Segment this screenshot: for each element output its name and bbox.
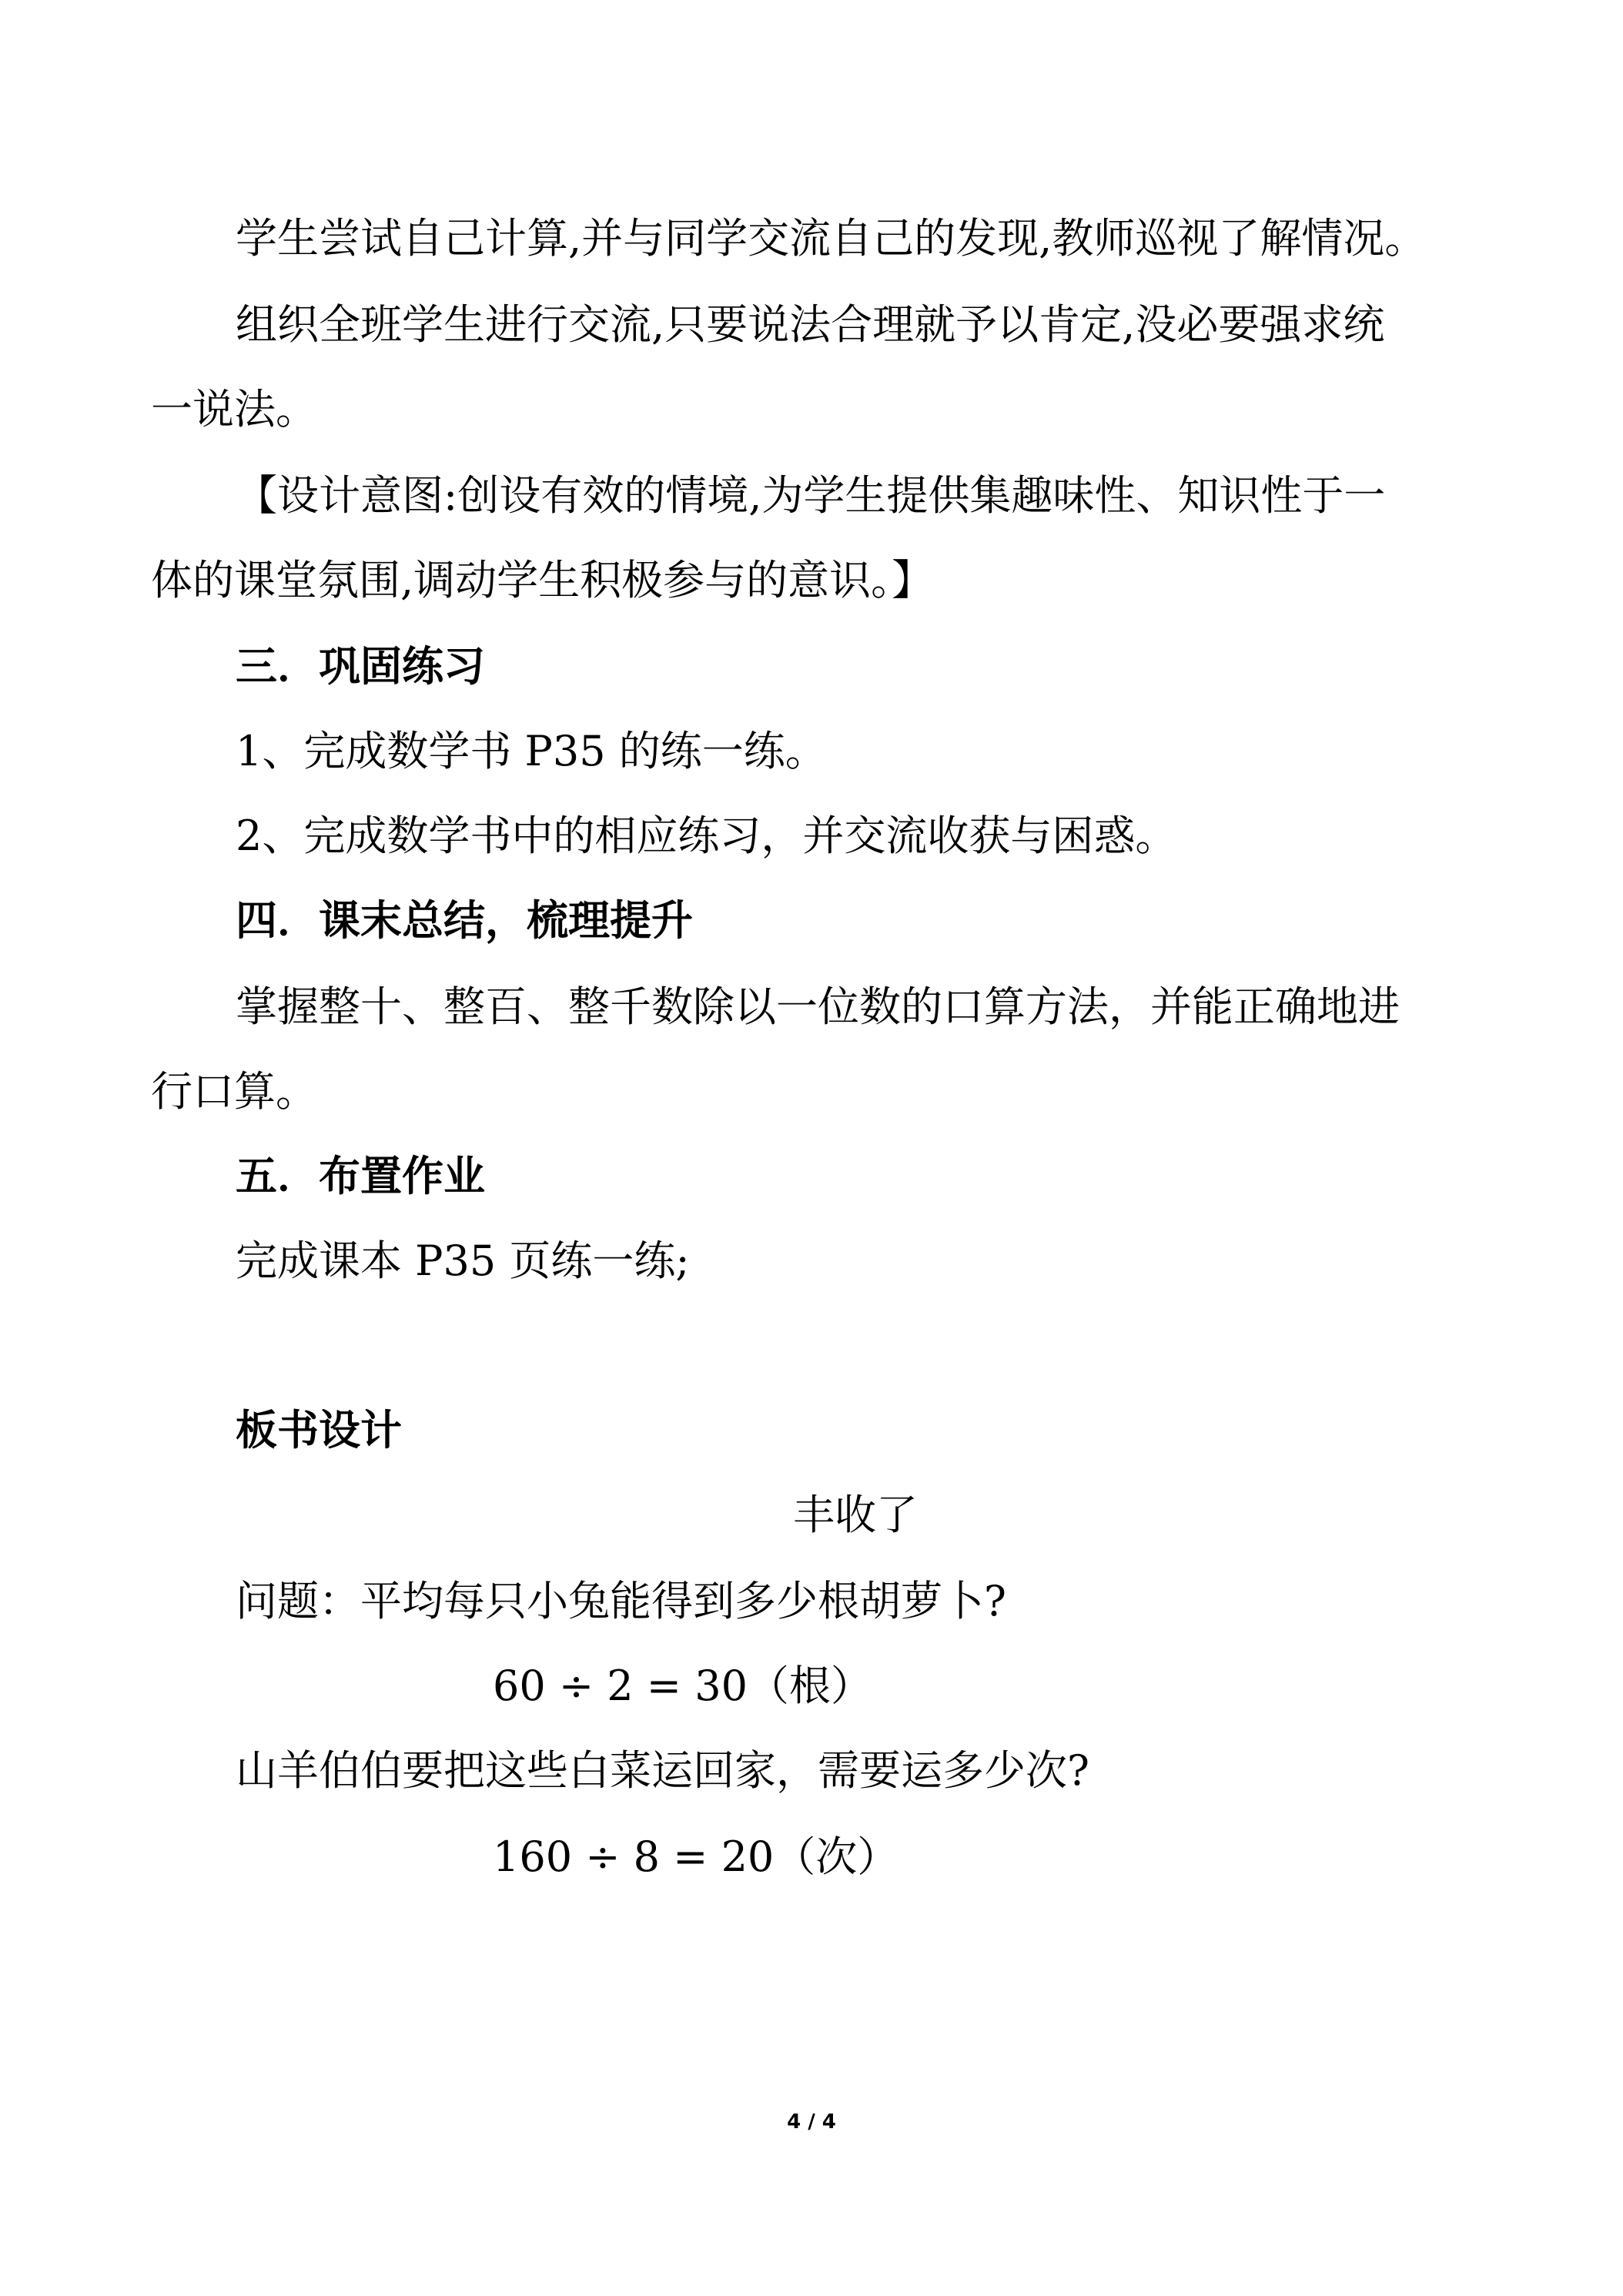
page-number: 4 / 4 [787, 2110, 836, 2134]
section-heading-homework: 五．布置作业 [236, 1152, 485, 1200]
design-intent-line1: 【设计意图:创设有效的情境,为学生提供集趣味性、知识性于一 [236, 471, 1386, 520]
design-intent-line2: 体的课堂氛围,调动学生积极参与的意识。】 [151, 556, 934, 604]
board-title: 丰收了 [793, 1491, 918, 1539]
practice-item-1: 1、完成数学书 P35 的练一练。 [236, 727, 827, 775]
paragraph-class-discuss-line2: 一说法。 [151, 385, 317, 433]
board-question-1: 问题：平均每只小兔能得到多少根胡萝卜? [236, 1577, 1006, 1625]
practice-item-2: 2、完成数学书中的相应练习，并交流收获与困惑。 [236, 812, 1177, 860]
summary-line1: 掌握整十、整百、整千数除以一位数的口算方法，并能正确地进 [236, 982, 1400, 1031]
paragraph-class-discuss-line1: 组织全班学生进行交流,只要说法合理就予以肯定,没必要强求统 [236, 300, 1385, 349]
section-heading-practice: 三．巩固练习 [236, 642, 485, 691]
board-equation-2: 160 ÷ 8 = 20（次） [493, 1832, 899, 1881]
section-heading-summary: 四．课末总结，梳理提升 [236, 896, 693, 945]
board-question-2: 山羊伯伯要把这些白菜运回家，需要运多少次? [236, 1746, 1089, 1795]
board-design-heading: 板书设计 [236, 1406, 402, 1454]
summary-line2: 行口算。 [151, 1067, 317, 1116]
paragraph-student-try: 学生尝试自己计算,并与同学交流自己的发现,教师巡视了解情况。 [236, 214, 1427, 263]
homework-line: 完成课本 P35 页练一练; [236, 1237, 690, 1285]
board-equation-1: 60 ÷ 2 = 30（根） [493, 1662, 872, 1710]
